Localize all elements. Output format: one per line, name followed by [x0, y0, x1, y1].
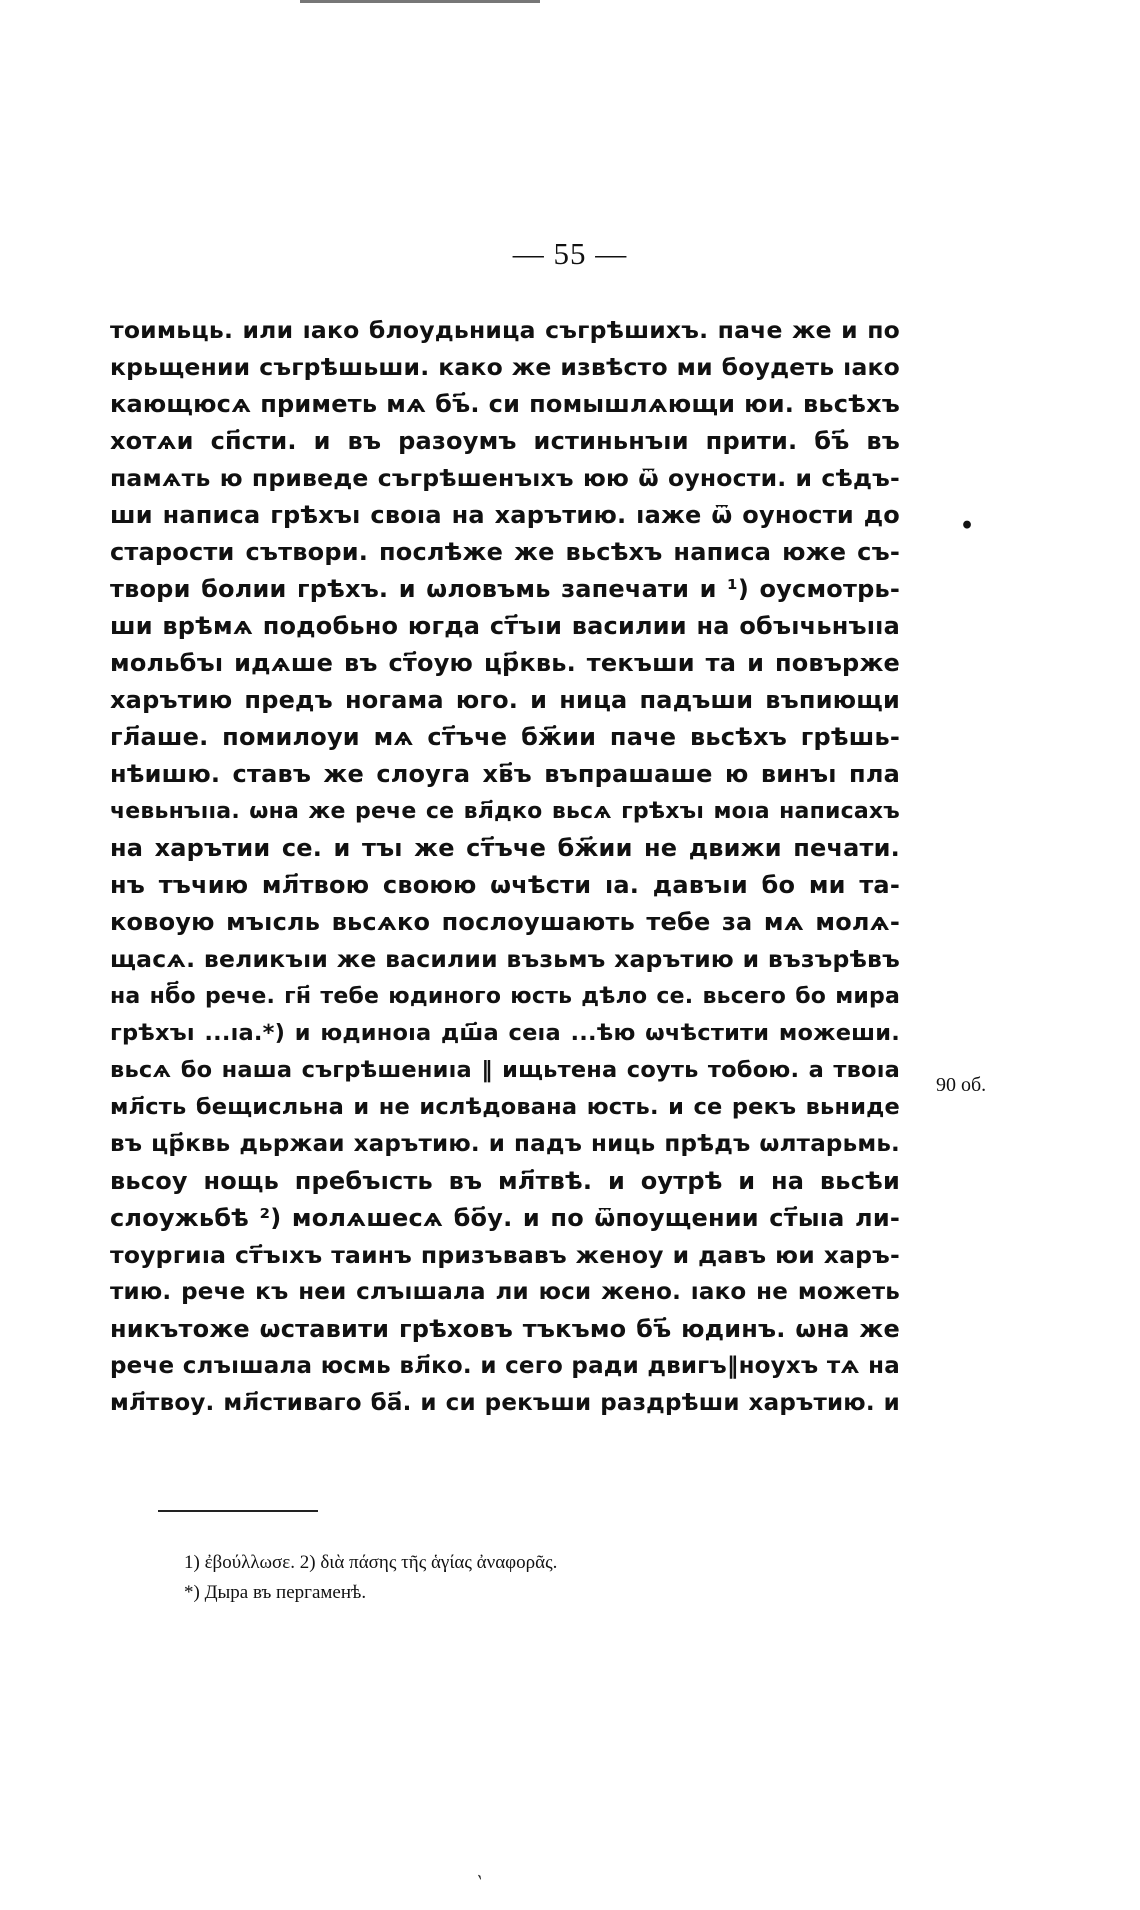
text-line: слоужьбѣ ²) молѧшесѧ бо҃у. и по ѿпоущении ст҃ыıа ли-: [110, 1204, 900, 1232]
text-line: нѣишю. ставъ же слоуга хв҃ъ въпрашаше ю винъı пла: [110, 760, 900, 788]
text-line: тию. рече къ неи слъıшала ли юси жено. ıако не можеть: [110, 1279, 900, 1305]
text-line: въ цр҃квь дьржаи харътию. и падъ ниць прѣдъ ѡлтарьмь.: [110, 1131, 900, 1157]
text-line: крьщении съгрѣшьши. како же извѣсто ми боудеть ıако: [110, 353, 900, 381]
text-line: харътию предъ ногама юго. и ница падъши въпиющи: [110, 686, 900, 714]
text-line: ши врѣмѧ подобьно югда ст҃ъıи василии на объıчьнъııа: [110, 612, 900, 640]
text-line: кающюсѧ приметь мѧ бъ҃. си помышлѧющи юи. вьсѣхъ: [110, 390, 900, 418]
margin-folio-note: 90 об.: [936, 1074, 987, 1096]
text-line: мл҃твоу. мл҃стиваго ба҃. и си рекъши раздрѣши харътию. и: [110, 1390, 900, 1416]
footnote-parchment-hole: *) Дыра въ пергаменѣ.: [184, 1582, 367, 1603]
text-line: вьсоу нощь пребъıсть въ мл҃твѣ. и оутрѣ и на вьсѣи: [110, 1167, 900, 1195]
margin-dot: •: [960, 513, 975, 539]
text-line: на харътии се. и тъı же ст҃ъче бж҃ии не движи печати.: [110, 834, 900, 862]
footnotes-block: [184, 1548, 557, 1608]
main-text-block: [110, 312, 900, 1422]
text-line: щасѧ. великъıи же василии възьмъ харътию и възърѣвъ: [110, 945, 900, 973]
text-line: гл҃аше. помилоуи мѧ ст҃ъче бж҃ии паче вьсѣхъ грѣшь-: [110, 723, 900, 751]
text-line: рече слъıшала юсмь вл҃ко. и сего ради двигъ‖ноухъ тѧ на: [110, 1353, 900, 1379]
footnote-separator: [158, 1510, 318, 1512]
text-line: нъ тъчию мл҃твою своюю ѡчѣсти ıа. давъıи бо ми та-: [110, 871, 900, 899]
text-line: ковоую мъıсль вьсѧко послоушають тебе за мѧ молѧ-: [110, 908, 900, 936]
text-line: ши написа грѣхъı своıа на харътию. ıаже ѿ оуности до: [110, 501, 900, 529]
text-line: на нб҃о рече. гн҃ тебе юдиного юсть дѣло се. вьсего бо мира: [110, 984, 900, 1009]
footnote-greek: 1) ἐβούλλωσε. 2) διὰ πάσης τῆς ἁγίας ἀναφορᾶς.: [184, 1552, 558, 1573]
text-line: никътоже ѡставити грѣховъ тъкъмо бъ҃ юдинъ. ѡна же: [110, 1315, 900, 1343]
text-line: грѣхъı ...ıа.*) и юдиноıа дш҃а сеıа ...ѣю ѡчѣстити можеши.: [110, 1020, 900, 1046]
text-line: вьсѧ бо наша съгрѣшениıа ‖ ищьтена соуть тобою. а твоıа: [110, 1057, 900, 1083]
text-line: тоургиıа ст҃ъıхъ таинъ призъвавъ женоу и давъ юи харъ-: [110, 1241, 900, 1269]
text-line: твори болии грѣхъ. и ѡловъмь запечати и ¹) оусмотрь-: [110, 575, 900, 603]
text-line: старости сътвори. послѣже же вьсѣхъ написа юже съ-: [110, 538, 900, 566]
text-line: мл҃сть бещисльна и не ислѣдована юсть. и се рекъ вьниде: [110, 1094, 900, 1120]
text-line: чевьнъııа. ѡна же рече се вл҃дко вьсѧ грѣхъı моıа написахъ: [110, 799, 900, 824]
text-line: памѧть ю приведе съгрѣшенъıхъ юю ѿ оуности. и сѣдъ-: [110, 464, 900, 492]
top-edge-rule: [300, 0, 540, 3]
bottom-speck: ˎ: [475, 1855, 493, 1882]
page-number: — 55 —: [512, 236, 628, 271]
text-line: хотѧи сп҃сти. и въ разоумъ истиньнъıи прити. бъ҃ въ: [110, 427, 900, 455]
text-line: тоимьць. или ıако блоудьница съгрѣшихъ. паче же и по: [110, 316, 900, 344]
text-line: мольбъı идѧше въ ст҃оую цр҃квь. текъши та и повърже: [110, 649, 900, 677]
